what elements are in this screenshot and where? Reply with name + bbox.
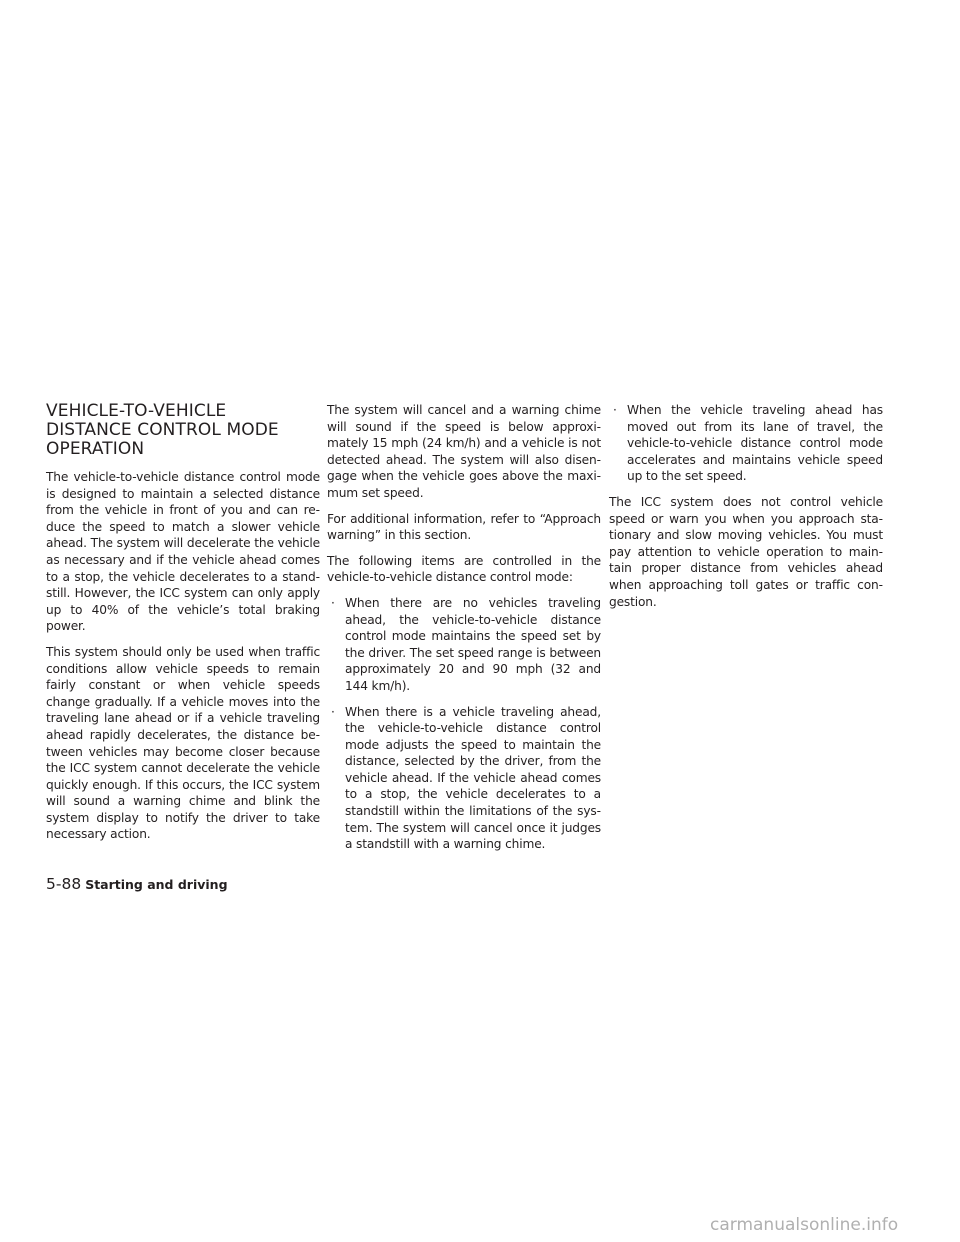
- controlled-items-list: [327, 595, 601, 853]
- list-item: [327, 595, 601, 695]
- section-heading: [46, 402, 320, 459]
- paragraph-cancel-conditions: The system will cancel and a warning chime will sound if the speed is below approximately 15 mph (24 km/h) and a vehicle is not detected ahead. The system will also disengage when the vehicle goes above the maximum set speed.: [327, 403, 601, 500]
- heading-line-2: DISTANCE CONTROL MODE: [46, 420, 279, 440]
- page-footer: [46, 875, 228, 894]
- footer-section-title: Starting and driving: [85, 877, 228, 892]
- text-column-1: [46, 402, 320, 852]
- list-item-text: When the vehicle traveling ahead has moved out from its lane of travel, the vehicle-to-vehicle distance control mode accelerates and maintains vehicle speed up to the set speed.: [627, 403, 883, 484]
- paragraph-additional-info: For additional information, refer to “Approach warning” in this section.: [327, 511, 601, 543]
- watermark-text: carmanualsonline.info: [710, 1215, 899, 1235]
- controlled-items-list-continued: [609, 402, 883, 485]
- paragraph-controlled-items-intro: The following items are controlled in the vehicle-to-vehicle distance control mode:: [327, 553, 601, 585]
- text-column-2: [327, 402, 601, 862]
- bullet-dot: ·: [613, 403, 617, 417]
- list-item-text: When there are no vehicles traveling ahead, the vehicle-to-vehicle distance control mode maintains the speed set by the driver. The set speed range is between approximately 20 and 90 mph (32 and 144 km/h).: [345, 595, 601, 693]
- list-item-text: When there is a vehicle traveling ahead, the vehicle-to-vehicle distance control mode adjusts the speed to maintain the distance, selected by the driver, from the vehicle ahead. If the vehicle ahead comes to a stop, the vehicle decelerates to a standstill within the limitations of the system. The system will cancel once it judges a standstill with a warning chime.: [345, 704, 601, 852]
- page-number: 5-88: [46, 875, 82, 893]
- text-column-3: [609, 402, 883, 619]
- list-item: [609, 402, 883, 485]
- paragraph-mode-description: The vehicle-to-vehicle distance control mode is designed to maintain a selected distance from the vehicle in front of you and can reduce the speed to match a slower vehicle ahead. The system will decelerate the vehicle as necessary and if the vehicle ahead comes to a stop, the vehicle decelerates to a standstill. However, the ICC system can only apply up to 40% of the vehicle’s total braking power.: [46, 470, 320, 634]
- paragraph-usage-conditions: This system should only be used when traffic conditions allow vehicle speeds to remain fairly constant or when vehicle speeds change gradually. If a vehicle moves into the traveling lane ahead or if a vehicle traveling ahead rapidly decelerates, the distance between vehicles may become closer because the ICC system cannot decelerate the vehicle quickly enough. If this occurs, the ICC system will sound a warning chime and blink the system display to notify the driver to take necessary action.: [46, 644, 320, 842]
- bullet-dot: ·: [331, 704, 335, 719]
- heading-line-3: OPERATION: [46, 439, 145, 459]
- paragraph-icc-limitations: The ICC system does not control vehicle speed or warn you when you approach stationary and slow moving vehicles. You must pay attention to vehicle operation to maintain proper distance from vehicles ahead when approaching toll gates or traffic congestion.: [609, 494, 883, 609]
- heading-line-1: VEHICLE-TO-VEHICLE: [46, 401, 227, 421]
- bullet-dot: ·: [331, 595, 335, 610]
- list-item: [327, 704, 601, 853]
